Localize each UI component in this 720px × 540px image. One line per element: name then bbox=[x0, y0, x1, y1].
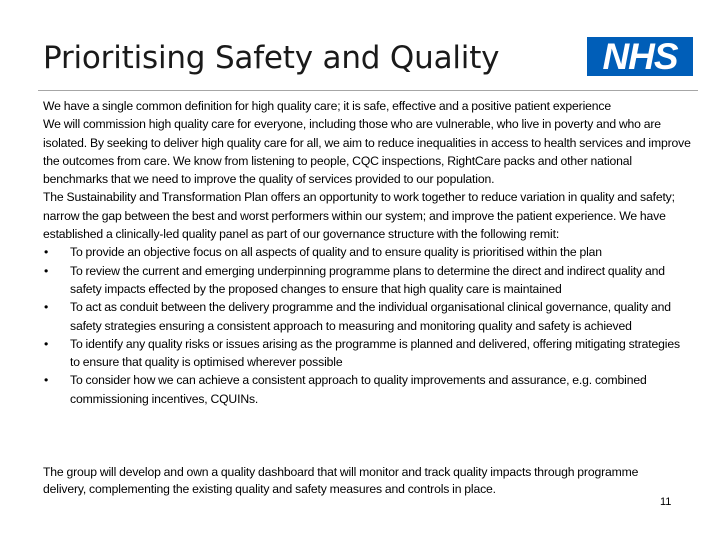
bullet-text: To provide an objective focus on all aspects of quality and to ensure quality is prioritised within the plan bbox=[70, 245, 602, 260]
paragraph-stp: The Sustainability and Transformation Plan offers an opportunity to work together to reduce variation in quality and safety; narrow the gap between the best and worst performers within our system; and improve the patient experience. We have established a clinically-led quality panel as part of our governance structure with the following remit: bbox=[43, 190, 675, 242]
paragraph-commissioning: We will commission high quality care for everyone, including those who are vulnerable, who live in poverty and who are isolated. By seeking to deliver high quality care for all, we aim to reduce inequalities in access to health services and improve the outcomes from care. We know from listening to people, CQC inspections, RightCare packs and other national benchmarks that we need to improve the quality of services provided to our population. bbox=[43, 117, 691, 187]
paragraph-dashboard: The group will develop and own a quality dashboard that will monitor and track quality impacts through programme delivery, complementing the existing quality and safety measures and controls in place. bbox=[43, 465, 639, 496]
remit-bullet-list bbox=[43, 243, 691, 408]
paragraph-definition: We have a single common definition for high quality care; it is safe, effective and a positive patient experience bbox=[43, 99, 611, 113]
bullet-text: To consider how we can achieve a consistent approach to quality improvements and assurance, e.g. combined commissioning incentives, CQUINs. bbox=[70, 373, 647, 406]
bullet-icon: • bbox=[44, 373, 49, 388]
title-divider bbox=[38, 90, 698, 91]
bullet-icon: • bbox=[44, 263, 49, 278]
nhs-logo-text: NHS bbox=[602, 37, 678, 76]
list-item bbox=[43, 335, 691, 372]
slide-title: Prioritising Safety and Quality bbox=[43, 40, 500, 76]
list-item bbox=[43, 298, 691, 335]
list-item bbox=[43, 262, 691, 299]
bullet-icon: • bbox=[44, 336, 49, 351]
nhs-logo bbox=[587, 37, 693, 76]
nhs-logo-graphic bbox=[587, 37, 693, 76]
bullet-text: To identify any quality risks or issues arising as the programme is planned and delivered, offering mitigating strategies to ensure that quality is optimised wherever possible bbox=[70, 336, 680, 370]
page-number: 11 bbox=[660, 496, 672, 508]
list-item bbox=[43, 243, 691, 261]
bullet-text: To act as conduit between the delivery programme and the individual organisational clinical governance, quality and safety strategies ensuring a consistent approach to measuring and monitoring quality and safety is achieved bbox=[70, 300, 671, 333]
bullet-text: To review the current and emerging underpinning programme plans to determine the direct and indirect quality and safety impacts effected by the proposed changes to ensure that high quality care is maintained bbox=[70, 263, 665, 296]
bullet-icon: • bbox=[44, 300, 49, 315]
slide-body bbox=[43, 97, 691, 408]
bullet-icon: • bbox=[44, 245, 49, 260]
list-item bbox=[43, 371, 691, 408]
